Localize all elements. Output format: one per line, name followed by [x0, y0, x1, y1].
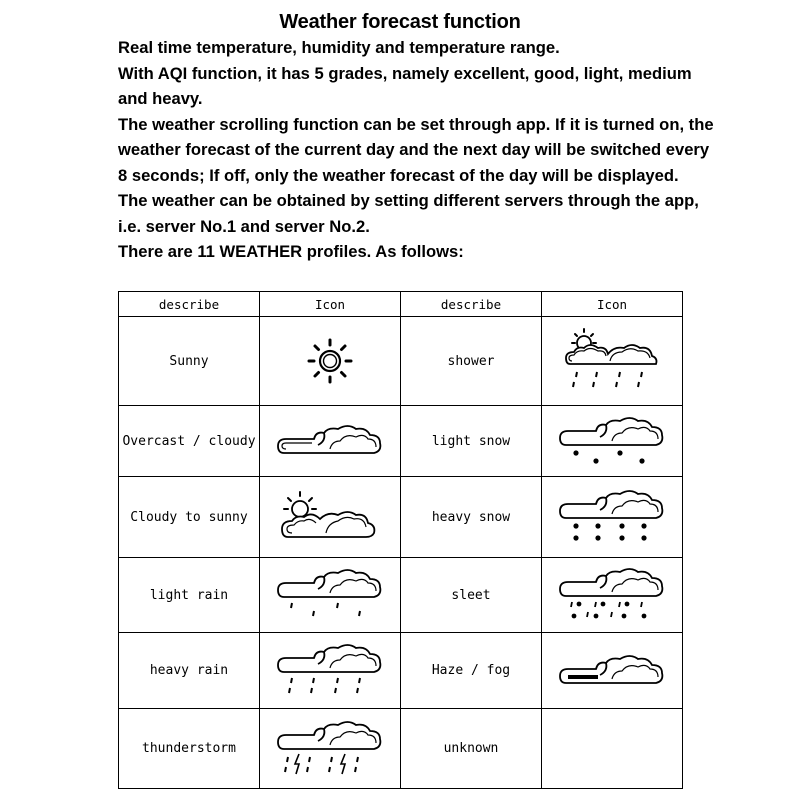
icon-cell — [260, 558, 401, 633]
table-row — [119, 709, 683, 789]
table-row — [119, 477, 683, 558]
light-snow-icon — [552, 415, 672, 467]
table-row — [119, 317, 683, 406]
weather-label: unknown — [401, 709, 542, 789]
thunderstorm-icon — [270, 719, 390, 779]
weather-label: heavy rain — [119, 633, 260, 709]
icon-cell — [542, 558, 683, 633]
header-describe: describe — [119, 292, 260, 317]
header-icon: Icon — [542, 292, 683, 317]
paragraph-aqi: With AQI function, it has 5 grades, namely excellent, good, light, medium and heavy. — [118, 63, 692, 108]
sleet-icon — [552, 566, 672, 624]
haze-fog-icon — [552, 651, 672, 691]
table-row — [119, 558, 683, 633]
icon-cell — [542, 406, 683, 477]
icon-cell — [260, 633, 401, 709]
light-rain-icon — [270, 567, 390, 623]
weather-label: heavy snow — [401, 477, 542, 558]
weather-label: Sunny — [119, 317, 260, 406]
shower-icon — [552, 326, 672, 396]
description-text — [118, 35, 718, 265]
weather-label: sleet — [401, 558, 542, 633]
weather-label: light rain — [119, 558, 260, 633]
heavy-rain-icon — [270, 642, 390, 700]
cloudy-to-sunny-icon — [270, 487, 390, 547]
weather-profiles-table — [118, 291, 683, 789]
header-describe: describe — [401, 292, 542, 317]
overcast-cloudy-icon — [270, 421, 390, 461]
header-icon: Icon — [260, 292, 401, 317]
table-header-row — [119, 292, 683, 317]
icon-cell — [542, 317, 683, 406]
icon-cell-empty — [542, 709, 683, 789]
table-row — [119, 406, 683, 477]
icon-cell — [260, 317, 401, 406]
weather-label: shower — [401, 317, 542, 406]
weather-label: thunderstorm — [119, 709, 260, 789]
weather-label: Haze / fog — [401, 633, 542, 709]
icon-cell — [542, 477, 683, 558]
icon-cell — [260, 477, 401, 558]
weather-label: light snow — [401, 406, 542, 477]
paragraph-profiles: There are 11 WEATHER profiles. As follows: — [118, 242, 464, 261]
sunny-icon — [300, 331, 360, 391]
page-title: Weather forecast function — [279, 11, 521, 33]
paragraph-realtime: Real time temperature, humidity and temperature range. — [118, 38, 560, 57]
weather-label: Cloudy to sunny — [119, 477, 260, 558]
heavy-snow-icon — [552, 488, 672, 546]
icon-cell — [260, 709, 401, 789]
icon-cell — [260, 406, 401, 477]
icon-cell — [542, 633, 683, 709]
paragraph-scrolling: The weather scrolling function can be set through app. If it is turned on, the weather forecast of the current day and the next day will be switched every 8 seconds; If off, only the weather forecast of the day will be displayed. — [118, 114, 714, 185]
paragraph-servers: The weather can be obtained by setting different servers through the app, i.e. server No.1 and server No.2. — [118, 191, 699, 236]
table-row — [119, 633, 683, 709]
weather-label: Overcast / cloudy — [119, 406, 260, 477]
